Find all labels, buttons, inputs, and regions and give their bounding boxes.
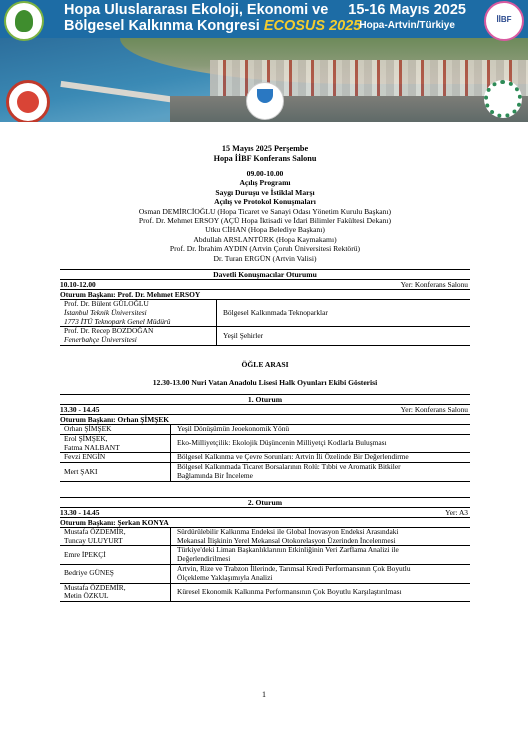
- folk-dance-performance: 12.30-13.00 Nuri Vatan Anadolu Lisesi Halk Oyunları Ekibi Gösterisi: [152, 378, 378, 388]
- invited-session-time: 10.10-12.00: [60, 280, 96, 290]
- paper-title: Küresel Ekonomik Kalkınma Performansının Çok Boyutlu Karşılaştırılması: [171, 583, 471, 602]
- paper-title-continued: Ölçekleme Yaklaşımıyla Analizi: [177, 572, 273, 582]
- talk-title: Bölgesel Kalkınmada Teknoparklar: [217, 300, 471, 327]
- speaker-name: Prof. Dr. Recep BOZDOĞAN: [64, 326, 154, 336]
- opening-speaker: Dr. Turan ERGÜN (Artvin Valisi): [213, 253, 317, 263]
- congress-title: [64, 2, 364, 34]
- university-logo-icon: [4, 1, 44, 41]
- speaker-name: Mustafa ÖZDEMİR,: [64, 582, 126, 592]
- chamber-seal-icon: [484, 80, 522, 118]
- paper-title: Artvin, Rize ve Trabzon İllerinde, Tarımsal Kredi Performansının Çok Boyutlu: [177, 564, 411, 574]
- speaker-affiliation: Fenerbahçe Üniversitesi: [64, 335, 137, 345]
- session-2-heading: 2. Oturum: [60, 497, 470, 508]
- speaker-cell: [60, 327, 217, 346]
- session-2-timeline: [60, 508, 470, 518]
- speaker-name: Metin ÖZKUL: [64, 591, 109, 601]
- session-2-time: 13.30 - 14.45: [60, 507, 100, 517]
- paper-title-cell: [171, 463, 471, 482]
- table-row: [60, 528, 470, 546]
- session-1-room: Yer: Konferans Salonu: [400, 405, 468, 415]
- session-1: [60, 394, 470, 482]
- iibf-logo-text: İİBF: [496, 15, 512, 24]
- opening-speaker: Abdullah ARSLANTÜRK (Hopa Kaymakamı): [193, 234, 337, 244]
- table-row: [60, 300, 470, 327]
- speaker-cell: [60, 583, 171, 602]
- congress-title-line2-prefix: Bölgesel Kalkınma Kongresi: [64, 18, 260, 34]
- invited-session: [60, 269, 470, 346]
- speaker-name: Fatma NALBANT: [64, 442, 120, 452]
- iibf-logo-icon: [484, 1, 524, 41]
- speaker-affiliation: İstanbul Teknik Üniversitesi: [64, 307, 147, 317]
- opening-anthem: Saygı Duruşu ve İstiklal Marşı: [215, 187, 315, 197]
- invited-session-heading: Davetli Konuşmacılar Oturumu: [60, 269, 470, 280]
- congress-title-line2: [64, 18, 364, 34]
- speaker-cell: [60, 528, 171, 546]
- session-1-time: 13.30 - 14.45: [60, 405, 100, 415]
- talk-title: Yeşil Şehirler: [217, 327, 471, 346]
- paper-title-cell: [171, 565, 471, 584]
- paper-title-continued: Değerlendirilmesi: [177, 554, 231, 564]
- opening-speaker: Osman DEMİRCİOĞLU (Hopa Ticaret ve Sanayi Odası Yönetim Kurulu Başkanı): [138, 206, 392, 216]
- speaker-affiliation: 1773 İTÜ Teknopark Genel Müdürü: [64, 316, 171, 326]
- opening-time: 09.00-10.00: [246, 169, 284, 178]
- paper-title: Türkiye'deki Liman Başkanlıklarının Etkinliğinin Veri Zarflama Analizi ile: [177, 545, 399, 555]
- paper-title: Yeşil Dönüşümün Jeoekonomik Yönü: [171, 425, 471, 434]
- speaker-cell: [60, 546, 171, 565]
- speaker-name: Tuncay ULUYURT: [64, 535, 123, 545]
- session-1-chair: Oturum Başkanı: Orhan ŞİMŞEK: [60, 415, 470, 425]
- session-2-room: Yer: A3: [445, 507, 468, 517]
- table-row: [60, 434, 470, 453]
- speaker-cell: [60, 565, 171, 584]
- opening-speaker: Prof. Dr. İbrahim AYDIN (Artvin Çoruh Üniversitesi Rektörü): [169, 244, 361, 254]
- paper-title-cell: [171, 528, 471, 546]
- banner-title-band: [0, 0, 528, 38]
- ecosus-logo-text: ECOSUS 2025: [263, 18, 362, 34]
- invited-session-table: [60, 300, 470, 346]
- congress-title-line1: Hopa Uluslararası Ekoloji, Ekonomi ve: [64, 2, 329, 18]
- congress-date: 15-16 Mayıs 2025: [348, 2, 466, 18]
- paper-title-continued: Bağlamında Bir İnceleme: [177, 471, 253, 481]
- table-row: [60, 583, 470, 602]
- speaker-cell: [60, 453, 171, 463]
- paper-title: Eko-Milliyetçilik: Ekolojik Düşüncenin Milliyetçi Kodlarla Buluşması: [171, 434, 471, 453]
- session-1-table: [60, 425, 470, 482]
- paper-title: Bölgesel Kalkınmada Ticaret Borsalarının Rolü: Tıbbi ve Aromatik Bitkiler: [177, 462, 401, 472]
- congress-date-block: [348, 2, 466, 33]
- congress-location: Hopa-Artvin/Türkiye: [359, 20, 455, 31]
- speaker-cell: [60, 434, 171, 453]
- opening-block: [60, 169, 470, 263]
- table-row: [60, 546, 470, 565]
- invited-session-timeline: [60, 280, 470, 290]
- speaker-cell: [60, 425, 171, 434]
- day-date: 15 Mayıs 2025 Perşembe: [221, 144, 309, 153]
- paper-title-continued: Mekansal İlişkinin Yerel Mekansal Otokorelasyon Üzerinden İncelenmesi: [177, 535, 396, 545]
- speaker-name: Prof. Dr. Bülent GÜLOĞLU: [64, 299, 149, 309]
- speaker-name: Emre İPEKÇİ: [64, 549, 106, 559]
- opening-speaker: Prof. Dr. Mehmet ERSOY (AÇÜ Hopa İktisadi ve İdari Bilimler Fakültesi Dekanı): [138, 216, 392, 226]
- table-row: [60, 463, 470, 482]
- harbor-photo-shore: [170, 96, 528, 122]
- paper-title-cell: [171, 546, 471, 565]
- program-content: [60, 144, 470, 602]
- speaker-name: Orhan ŞİMŞEK: [64, 424, 112, 434]
- speaker-name: Mert ŞAKI: [64, 466, 98, 476]
- speaker-cell: [60, 300, 217, 327]
- speaker-name: Bedriye GÜNEŞ: [64, 568, 114, 578]
- invited-session-chair: Oturum Başkanı: Prof. Dr. Mehmet ERSOY: [60, 290, 470, 300]
- day-venue: Hopa İİBF Konferans Salonu: [213, 154, 317, 163]
- congress-banner: [0, 0, 528, 122]
- municipality-seal-icon: [6, 80, 50, 122]
- opening-title: Açılış Programı: [239, 178, 291, 188]
- paper-title: Bölgesel Kalkınma ve Çevre Sorunları: Artvin İli Özelinde Bir Değerlendirme: [171, 453, 471, 463]
- table-row: [60, 425, 470, 434]
- opening-speaker: Utku CİHAN (Hopa Belediye Başkanı): [205, 225, 325, 235]
- paper-title: Sürdürülebilir Kalkınma Endeksi ile Global İnovasyon Endeksi Arasındaki: [177, 526, 399, 536]
- session-2-chair: Oturum Başkanı: Şerkan KONYA: [60, 518, 470, 528]
- lunch-break: ÖĞLE ARASI: [241, 360, 289, 370]
- session-2-table: [60, 528, 470, 602]
- speaker-cell: [60, 463, 171, 482]
- hopa-logo-icon: [246, 82, 284, 120]
- invited-session-room: Yer: Konferans Salonu: [400, 280, 468, 290]
- session-2: [60, 497, 470, 602]
- session-1-timeline: [60, 405, 470, 415]
- speaker-name: Mustafa ÖZDEMİR,: [64, 526, 126, 536]
- table-row: [60, 327, 470, 346]
- opening-speeches: Açılış ve Protokol Konuşmaları: [214, 197, 316, 207]
- page-number: 1: [262, 690, 266, 699]
- table-row: [60, 565, 470, 584]
- speaker-name: Fevzi ENGİN: [64, 452, 106, 462]
- session-1-heading: 1. Oturum: [60, 394, 470, 405]
- speaker-name: Erol ŞİMŞEK,: [64, 433, 108, 443]
